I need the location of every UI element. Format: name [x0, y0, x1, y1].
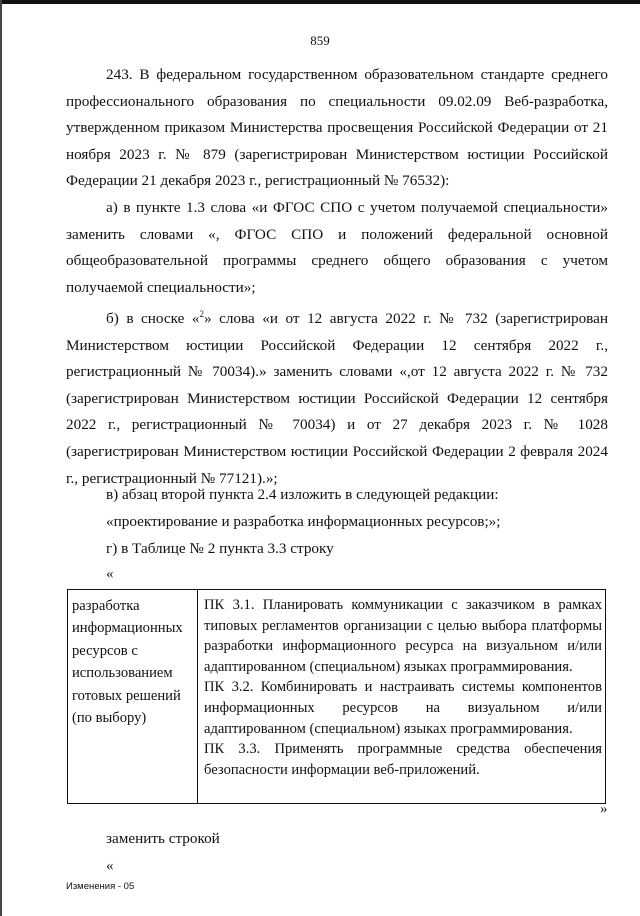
- open-quote-1: «: [106, 566, 114, 582]
- table-cell-activity: [72, 595, 194, 729]
- paragraph-v: в) абзац второй пункта 2.4 изложить в следующей редакции:: [106, 486, 499, 503]
- footnote-superscript: 2: [199, 309, 204, 319]
- scan-edge-left: [0, 0, 2, 916]
- activity-line: разработка: [72, 598, 140, 614]
- activity-line: готовых решений: [72, 687, 181, 704]
- paragraph-b-start: б) в сноске «: [106, 310, 200, 328]
- activity-line: информационных: [72, 620, 183, 637]
- footer-note: Изменения - 05: [66, 881, 135, 892]
- open-quote-2: «: [106, 858, 114, 874]
- pk-item: ПК 3.2. Комбинировать и настраивать системы компонентов информационных ресурсов на визуальном и/или адаптированном (специальном) языках программирования.: [204, 679, 602, 737]
- close-quote: »: [600, 801, 608, 817]
- page-number: 859: [310, 33, 330, 48]
- paragraph-b-rest: » слова «и от 12 августа 2022 г. № 732 (зарегистрирован Министерством юстиции Российской Федерации 12 сентября 2022 г., регистрационный № 70034).» заменить словами «,от 12 августа 2022 г. № 732 (зарегистрирован Министерством юстиции Российской Федерации 12 сентября 2022 г., регистрационный № 70034) и от 27 декабря 2023 г. № 1028 (зарегистрирован Министерством юстиции Российской Федерации 2 февраля 2024 г., регистрационный № 77121).»;: [66, 310, 609, 487]
- table-column-divider: [197, 590, 198, 803]
- paragraph-v-quote: «проектирование и разработка информационных ресурсов;»;: [106, 513, 501, 530]
- scan-edge-top: [0, 0, 640, 4]
- pk-item: ПК 3.3. Применять программные средства обеспечения безопасности информации веб-приложений.: [204, 741, 602, 778]
- activity-line: использованием: [72, 665, 173, 682]
- activity-line: (по выбору): [72, 710, 147, 727]
- paragraph-b: [66, 301, 608, 492]
- paragraph-243: 243. В федеральном государственном образовательном стандарте среднего профессионального образования по специальности 09.02.09 Веб-разработка, утвержденном приказом Министерства просвещения Российской Федерации от 21 ноября 2023 г. № 879 (зарегистрирован Министерством юстиции Российской Федерации 21 декабря 2023 г., регистрационный № 76532):: [66, 66, 608, 190]
- competency-table: [67, 589, 606, 804]
- replace-text: заменить строкой: [106, 830, 220, 847]
- activity-line: ресурсов с: [72, 642, 138, 659]
- paragraph-a: а) в пункте 1.3 слова «и ФГОС СПО с учетом получаемой специальности» заменить словами «, ФГОС СПО и положений федеральной основной общеобразовательной программы среднего общего образования с учетом получаемой специальности»;: [66, 199, 608, 296]
- pk-item: ПК 3.1. Планировать коммуникации с заказчиком в рамках типовых регламентов организации с целью выбора платформы разработки информационного ресурса на визуальном и/или адаптированном (специальном) языках программирования.: [204, 597, 602, 675]
- table-cell-competencies: [204, 595, 602, 780]
- paragraph-g: г) в Таблице № 2 пункта 3.3 строку: [106, 540, 334, 557]
